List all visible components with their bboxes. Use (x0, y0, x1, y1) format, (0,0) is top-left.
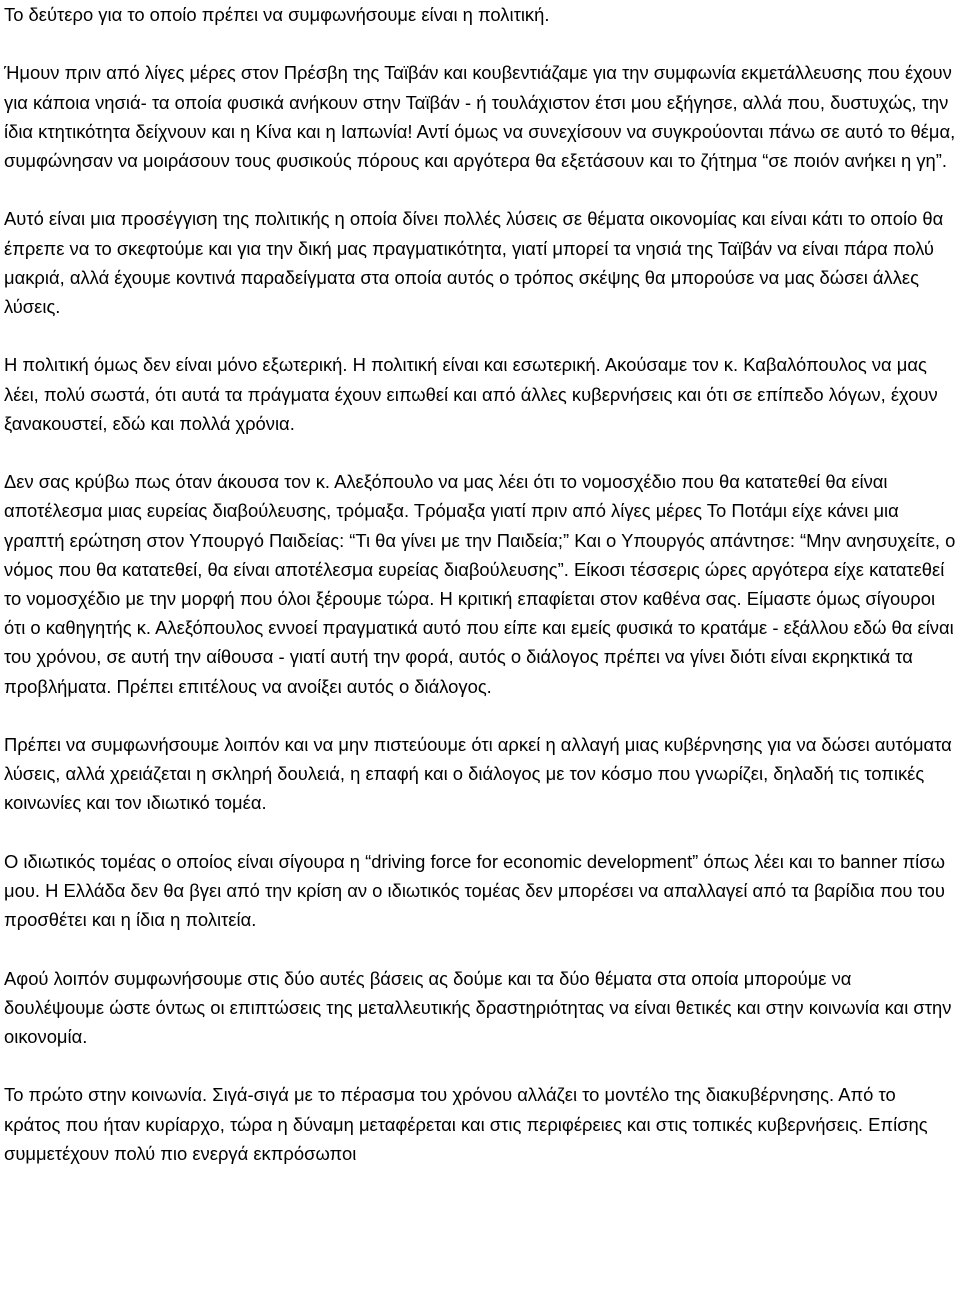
document-page (4, 0, 956, 1197)
paragraph-9: Το πρώτο στην κοινωνία. Σιγά-σιγά με το πέρασμα του χρόνου αλλάζει το μοντέλο της διακυβέρνησης. Από το κράτος που ήταν κυρίαρχο, τώρα η δύναμη μεταφέρεται και στις περιφέρειες και στις τοπικές κυβερνήσεις. Επίσης συμμετέχουν πολύ πιο ενεργά εκπρόσωποι (4, 1084, 928, 1164)
paragraph-2: Ήμουν πριν από λίγες μέρες στον Πρέσβη της Ταϊβάν και κουβεντιάζαμε για την συμφωνία εκμετάλλευσης που έχουν για κάποια νησιά- τα οποία φυσικά ανήκουν στην Ταϊβάν - ή τουλάχιστον έτσι μου εξήγησε, αλλά που, δυστυχώς, την ίδια κτητικότητα δείχνουν και η Κίνα και η Ιαπωνία! Αντί όμως να συνεχίσουν να συγκρούονται πάνω σε αυτό το θέμα, συμφώνησαν να μοιράσουν τους φυσικούς πόρους και αργότερα θα εξετάσουν και το ζήτημα “σε ποιόν ανήκει η γη”. (4, 62, 956, 171)
paragraph-7: Ο ιδιωτικός τομέας ο οποίος είναι σίγουρα η “driving force for economic development” όπως λέει και το banner πίσω μου. Η Ελλάδα δεν θα βγει από την κρίση αν ο ιδιωτικός τομέας δεν μπορέσει να απαλλαγεί από τα βαρίδια που του προσθέτει και η ίδια η πολιτεία. (4, 850, 945, 931)
paragraph-3: Αυτό είναι μια προσέγγιση της πολιτικής η οποία δίνει πολλές λύσεις σε θέματα οικονομίας και είναι κάτι το οποίο θα έπρεπε να το σκεφτούμε και για την δική μας πραγματικότητα, γιατί μπορεί τα νησιά της Ταϊβάν να είναι πάρα πολύ μακριά, αλλά έχουμε κοντινά παραδείγματα στα οποία αυτός ο τρόπος σκέψης θα μπορούσε να μας δώσει άλλες λύσεις. (4, 208, 944, 317)
paragraph-1: Το δεύτερο για το οποίο πρέπει να συμφωνήσουμε είναι η πολιτική. (4, 4, 550, 25)
paragraph-6: Πρέπει να συμφωνήσουμε λοιπόν και να μην πιστεύουμε ότι αρκεί η αλλαγή μιας κυβέρνησης για να δώσει αυτόματα λύσεις, αλλά χρειάζεται η σκληρή δουλειά, η επαφή και ο διάλογος με τον κόσμο που γνωρίζει, δηλαδή τις τοπικές κοινωνίες και τον ιδιωτικό τομέα. (4, 734, 952, 814)
paragraph-5: Δεν σας κρύβω πως όταν άκουσα τον κ. Αλεξόπουλο να μας λέει ότι το νομοσχέδιο που θα κατατεθεί θα είναι αποτέλεσμα μιας ευρείας διαβούλευσης, τρόμαξα. Τρόμαξα γιατί πριν από λίγες μέρες Το Ποτάμι είχε κάνει μια γραπτή ερώτηση στον Υπουργό Παιδείας: “Τι θα γίνει με την Παιδεία;” Και ο Υπουργός απάντησε: “Μην ανησυχείτε, ο νόμος που θα κατατεθεί, θα είναι αποτέλεσμα ευρείας διαβούλευσης”. Είκοσι τέσσερις ώρες αργότερα είχε κατατεθεί το νομοσχέδιο με την μορφή που όλοι ξέρουμε τώρα. Η κριτική επαφίεται στον καθένα σας. Είμαστε όμως σίγουροι ότι ο καθηγητής κ. Αλεξόπουλος εννοεί πραγματικά αυτό που είπε και εμείς φυσικά το κρατάμε - εξάλλου εδώ θα είναι του χρόνου, σε αυτή την αίθουσα - γιατί αυτή την φορά, αυτός ο διάλογος πρέπει να γίνει διότι είναι εκρηκτικά τα προβλήματα. Πρέπει επιτέλους να ανοίξει αυτός ο διάλογος. (4, 471, 956, 697)
paragraph-4: Η πολιτική όμως δεν είναι μόνο εξωτερική. Η πολιτική είναι και εσωτερική. Ακούσαμε τον κ. Καβαλόπουλος να μας λέει, πολύ σωστά, ότι αυτά τα πράγματα έχουν ειπωθεί και από άλλες κυβερνήσεις και ότι σε επίπεδο λόγων, έχουν ξανακουστεί, εδώ και πολλά χρόνια. (4, 354, 938, 434)
paragraph-8: Αφού λοιπόν συμφωνήσουμε στις δύο αυτές βάσεις ας δούμε και τα δύο θέματα στα οποία μπορούμε να δουλέψουμε ώστε όντως οι επιπτώσεις της μεταλλευτικής δραστηριότητας να είναι θετικές και στην κοινωνία και στην οικονομία. (4, 967, 952, 1047)
